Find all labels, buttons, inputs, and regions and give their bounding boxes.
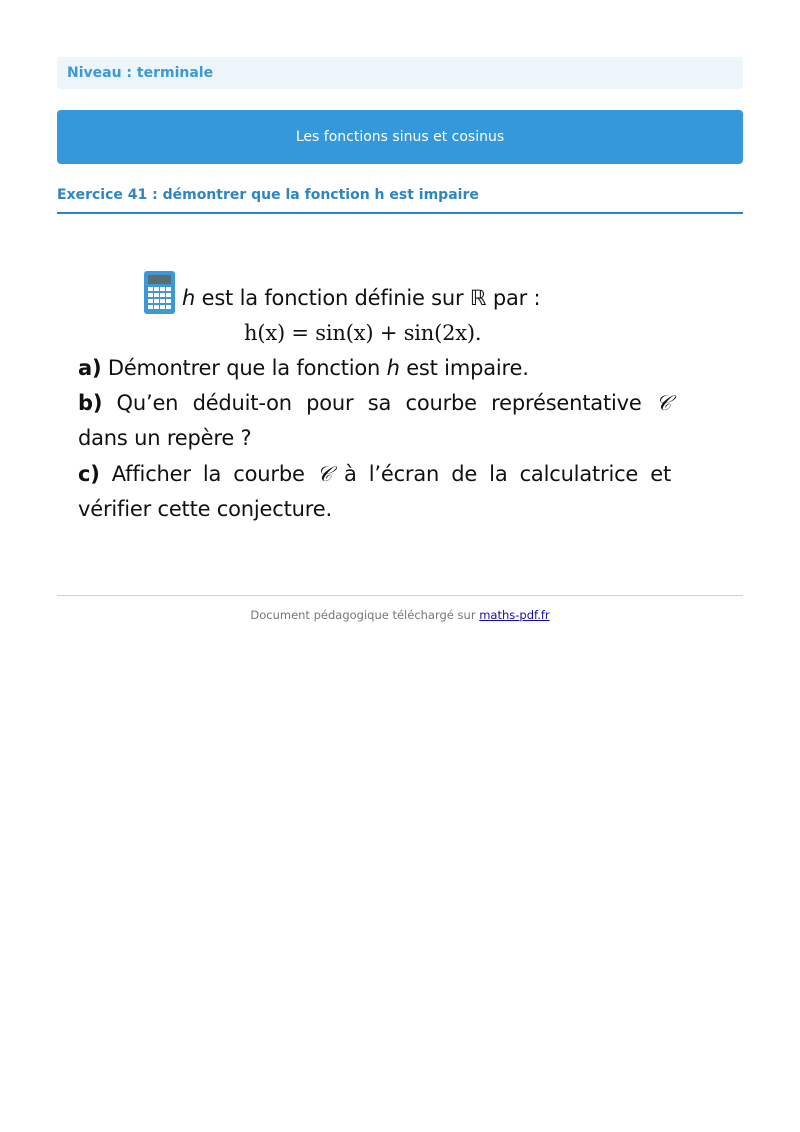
question-a-label: a): [78, 356, 102, 380]
question-a-variable: h: [386, 356, 400, 380]
question-c-text-end: à l’écran de la calculatrice et: [331, 462, 672, 486]
exercise-title: Exercice 41 : démontrer que la fonction h est impaire: [57, 186, 743, 214]
question-a: [78, 350, 529, 386]
level-box: [57, 57, 743, 89]
question-a-text-end: est impaire.: [399, 356, 529, 380]
question-a-text-start: Démontrer que la fonction: [101, 356, 387, 380]
footer-divider: [57, 595, 743, 596]
function-definition: [182, 280, 540, 316]
footer-text: Document pédagogique téléchargé sur: [250, 608, 480, 622]
chapter-banner: [57, 110, 743, 164]
level-label: Niveau : terminale: [67, 65, 214, 81]
calculator-icon: [144, 271, 175, 314]
question-c-continuation: vérifier cette conjecture.: [78, 497, 332, 521]
curve-symbol: 𝒞: [316, 462, 332, 486]
definition-text: est la fonction définie sur ℝ par :: [195, 286, 541, 310]
question-c-text-start: Afficher la courbe: [99, 462, 317, 486]
curve-symbol: 𝒞: [655, 391, 671, 415]
question-b-label: b): [78, 391, 103, 415]
question-b-continuation: dans un repère ?: [78, 426, 252, 450]
footer: [57, 608, 743, 622]
function-equation: h(x) = sin(x) + sin(2x).: [244, 321, 482, 345]
question-b-text: Qu’en déduit-on pour sa courbe représentative: [102, 391, 656, 415]
footer-link[interactable]: maths-pdf.fr: [479, 608, 550, 622]
question-c: [78, 456, 671, 492]
question-c-label: c): [78, 462, 100, 486]
chapter-title: Les fonctions sinus et cosinus: [295, 129, 505, 145]
function-variable: h: [182, 286, 196, 310]
question-b: [78, 385, 671, 421]
